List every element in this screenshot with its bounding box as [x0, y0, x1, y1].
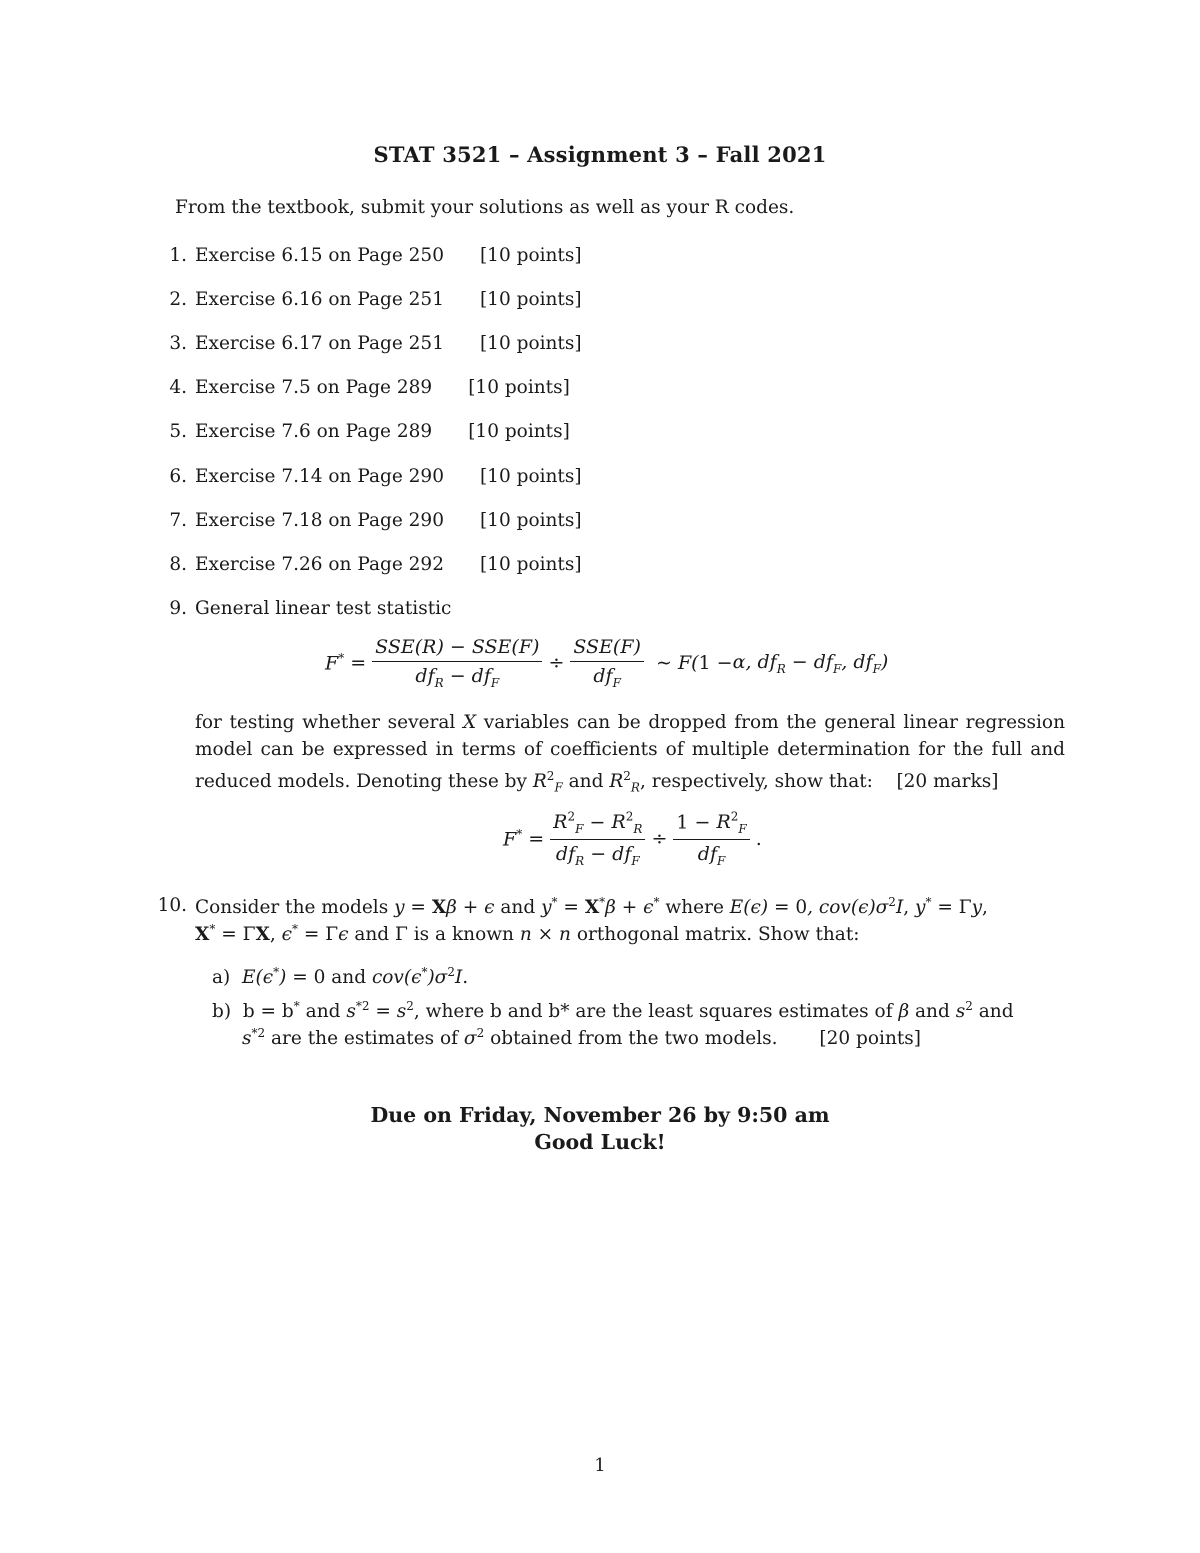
exercise-points: [10 points]: [479, 466, 582, 487]
exercise-points: [10 points]: [479, 245, 582, 266]
question-10-part-a: a) E(ϵ*) = 0 and $cov(\epsilon^*)\sigma^2I$.: [212, 965, 469, 989]
exercise-points: [10 points]: [479, 333, 582, 354]
exercise-item: [169, 466, 582, 487]
exercise-text: Exercise 7.5 on Page 289: [195, 377, 433, 398]
item-number: 1.: [169, 245, 187, 266]
q9-text-a: for testing whether several: [195, 712, 456, 733]
q9-text-c: , respectively, show that:: [639, 771, 873, 793]
q10-text: and: [331, 967, 367, 989]
q10-text: obtained from the two models.: [490, 1028, 778, 1050]
question-10-part-b-line-2: $s^{*2}$ are the estimates of $\sigma^2$ obtained from the two models. [20 points]: [242, 1026, 922, 1050]
item-number: 3.: [169, 333, 187, 354]
item-number: 8.: [169, 554, 187, 575]
page-number: 1: [594, 1455, 606, 1476]
equation-r-squared-form: F* = $\frac{R^2_F - R^2_R}{df_R - df_F}$ ÷ $\frac{1 - R^2_F}{df_F}$ .: [503, 810, 762, 868]
q10-text: , where b and b* are the least squares estimates of: [413, 1001, 893, 1023]
part-label: b): [212, 1001, 232, 1023]
question-9-heading: [169, 598, 452, 619]
exercise-item: [169, 554, 582, 575]
q10-text: and: [915, 1001, 950, 1023]
q10-text: are the estimates of: [271, 1028, 459, 1050]
exercise-text: Exercise 6.17 on Page 251: [195, 333, 444, 354]
item-number: 9.: [169, 598, 187, 619]
q9-marks: [20 marks]: [896, 771, 999, 793]
question-10-line-2: X* = ΓX, ϵ* = Γϵ and Γ is a known n × n orthogonal matrix. Show that:: [195, 922, 860, 946]
q10-text: Consider the models: [195, 897, 389, 919]
question-10-line-1: 10. Consider the models y = Xβ + ϵ and y* = X*β + ϵ* where E(ϵ) = 0, $cov(\epsilon)\sigma^2I$, y* = Γy,: [157, 895, 988, 919]
exercise-points: [10 points]: [468, 421, 570, 442]
exercise-text: Exercise 7.18 on Page 290: [195, 510, 444, 531]
due-notice: [0, 1102, 1200, 1156]
exercise-points: [10 points]: [479, 510, 582, 531]
q9-var-x: X: [462, 712, 477, 733]
q10-points: [20 points]: [819, 1028, 922, 1050]
exercise-item: [169, 245, 582, 266]
item-number: 7.: [169, 510, 187, 531]
q10-text: and: [305, 1001, 341, 1023]
q10-text: where: [665, 897, 724, 919]
exercise-item: [169, 377, 570, 398]
question-9-text: [195, 709, 1065, 802]
good-luck: Good Luck!: [534, 1130, 666, 1154]
q10-text: and: [354, 924, 390, 946]
exercise-text: Exercise 7.6 on Page 289: [195, 421, 433, 442]
exercise-item: [169, 333, 582, 354]
exercise-points: [10 points]: [468, 377, 570, 398]
r-squared-full: $R^2_F$: [532, 769, 563, 795]
intro-text: From the textbook, submit your solutions as well as your R codes.: [175, 197, 795, 218]
due-date: Due on Friday, November 26 by 9:50 am: [370, 1103, 830, 1127]
r-squared-reduced: $R^2_R$: [609, 769, 640, 795]
q10-text: orthogonal matrix. Show that:: [576, 924, 860, 946]
q10-text: and: [500, 897, 536, 919]
exercise-points: [10 points]: [479, 554, 582, 575]
question-10-part-b: b) b = b* and $s^{*2} = s^2$, where b and b* are the least squares estimates of β and $s^2$ and: [212, 999, 1014, 1023]
exercise-item: [169, 289, 582, 310]
exercise-item: [169, 421, 570, 442]
q9-text-and: and: [568, 771, 604, 793]
exercise-text: Exercise 7.26 on Page 292: [195, 554, 444, 575]
item-number: 2.: [169, 289, 187, 310]
exercise-text: Exercise 6.16 on Page 251: [195, 289, 444, 310]
exercise-points: [10 points]: [479, 289, 582, 310]
equation-general-linear-test: F* = $\frac{\text{SSE(R) − SSE(F)}}{df_R - df_F}$ ÷ $\frac{\text{SSE(F)}}{df_F}$ ∼ F( 1 − α, $df_R - df_F$, $df_F$): [325, 636, 889, 690]
q10-text: is a known: [413, 924, 514, 946]
item-number: 5.: [169, 421, 187, 442]
question-heading: General linear test statistic: [195, 598, 452, 619]
q10-text: and: [978, 1001, 1014, 1023]
item-number: 10.: [157, 895, 187, 916]
exercise-text: Exercise 6.15 on Page 250: [195, 245, 444, 266]
q9-text-b: variables can be dropped from the general linear regression model can be expressed in terms of coefficients of multiple determination for the full and reduced models. Denoting these by: [195, 712, 1065, 793]
item-number: 6.: [169, 466, 187, 487]
part-label: a): [212, 967, 231, 989]
item-number: 4.: [169, 377, 187, 398]
exercise-text: Exercise 7.14 on Page 290: [195, 466, 444, 487]
page-title: STAT 3521 – Assignment 3 – Fall 2021: [373, 142, 827, 167]
exercise-item: [169, 510, 582, 531]
